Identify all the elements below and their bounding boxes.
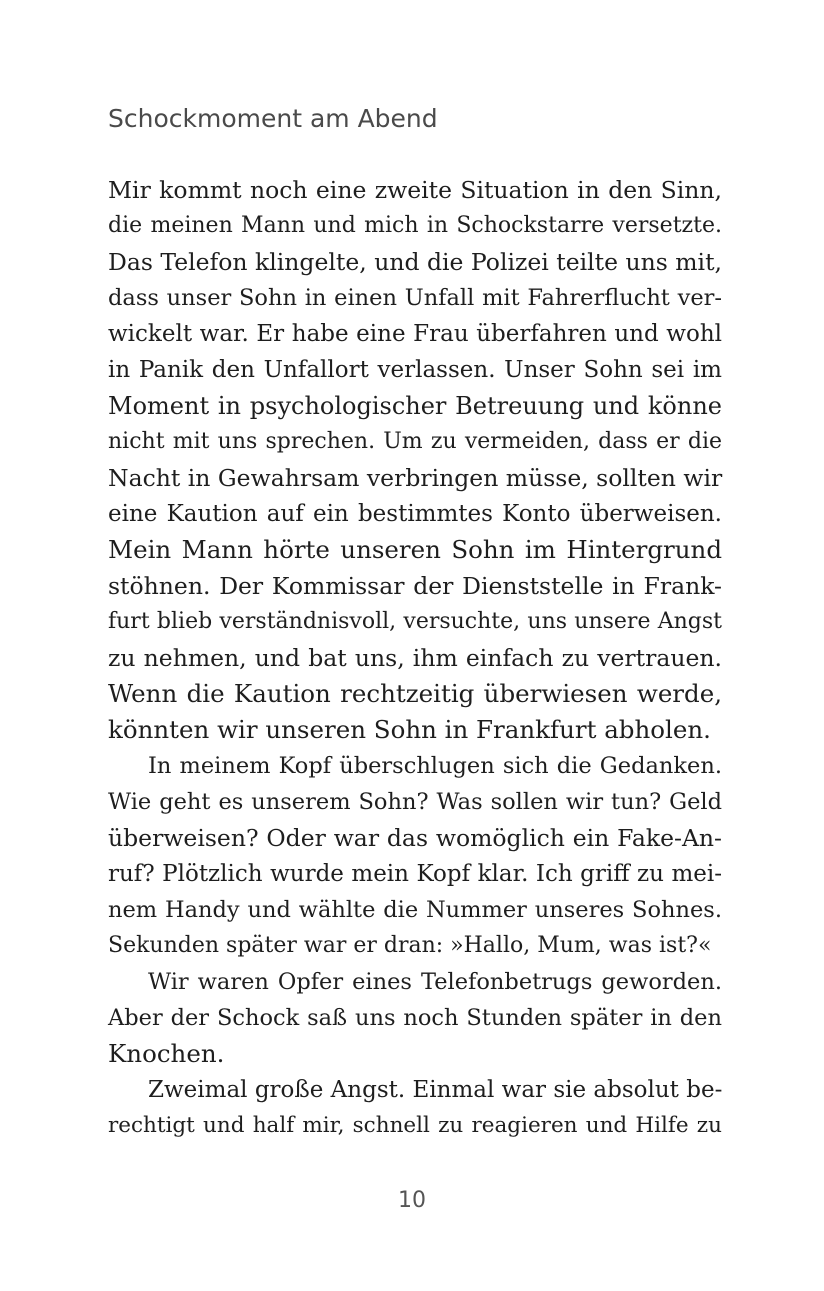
text-line: Mir kommt noch eine zweite Situation in den Sinn, [108, 176, 722, 204]
text-line: Nacht in Gewahrsam verbringen müsse, sollten wir [108, 464, 723, 492]
text-line: die meinen Mann und mich in Schockstarre versetzte. [108, 213, 722, 238]
section-heading: Schockmoment am Abend [108, 104, 438, 133]
page-number: 10 [398, 1188, 426, 1213]
text-line: Knochen. [108, 1039, 225, 1068]
text-line: Wenn die Kaution rechtzeitig überwiesen werde, [108, 679, 722, 708]
text-line: Mein Mann hörte unseren Sohn im Hintergrund [108, 535, 722, 564]
text-line: Wie geht es unserem Sohn? Was sollen wir tun? Geld [108, 789, 722, 815]
text-line: in Panik den Unfallort verlassen. Unser Sohn sei im [108, 357, 722, 383]
text-line: könnten wir unseren Sohn in Frankfurt abholen. [108, 715, 711, 744]
text-line: überweisen? Oder war das womöglich ein Fake-An- [108, 824, 722, 852]
text-line: nicht mit uns sprechen. Um zu vermeiden, dass er die [108, 429, 722, 454]
text-line: eine Kaution auf ein bestimmtes Konto überweisen. [108, 501, 722, 527]
text-line: Wir waren Opfer eines Telefonbetrugs geworden. [148, 969, 722, 995]
text-line: rechtigt und half mir, schnell zu reagieren und Hilfe zu [108, 1113, 722, 1138]
text-line: zu nehmen, und bat uns, ihm einfach zu vertrauen. [108, 644, 722, 672]
text-line: furt blieb verständnisvoll, versuchte, uns unsere Angst [108, 609, 722, 634]
text-line: Das Telefon klingelte, und die Polizei teilte uns mit, [108, 248, 722, 276]
text-line: Zweimal große Angst. Einmal war sie absolut be- [148, 1077, 723, 1103]
text-line: Moment in psychologischer Betreuung und könne [108, 392, 722, 420]
text-line: Aber der Schock saß uns noch Stunden später in den [108, 1005, 722, 1031]
text-line: Sekunden später war er dran: »Hallo, Mum, was ist?« [108, 933, 712, 958]
text-line: wickelt war. Er habe eine Frau überfahren und wohl [108, 321, 722, 347]
text-line: stöhnen. Der Kommissar der Dienststelle in Frank- [108, 572, 722, 600]
text-line: In meinem Kopf überschlugen sich die Gedanken. [148, 753, 722, 779]
text-line: nem Handy und wählte die Nummer unseres Sohnes. [108, 897, 722, 923]
text-line: dass unser Sohn in einen Unfall mit Fahrerflucht ver- [108, 285, 722, 311]
text-line: ruf? Plötzlich wurde mein Kopf klar. Ich griff zu mei- [108, 861, 722, 887]
